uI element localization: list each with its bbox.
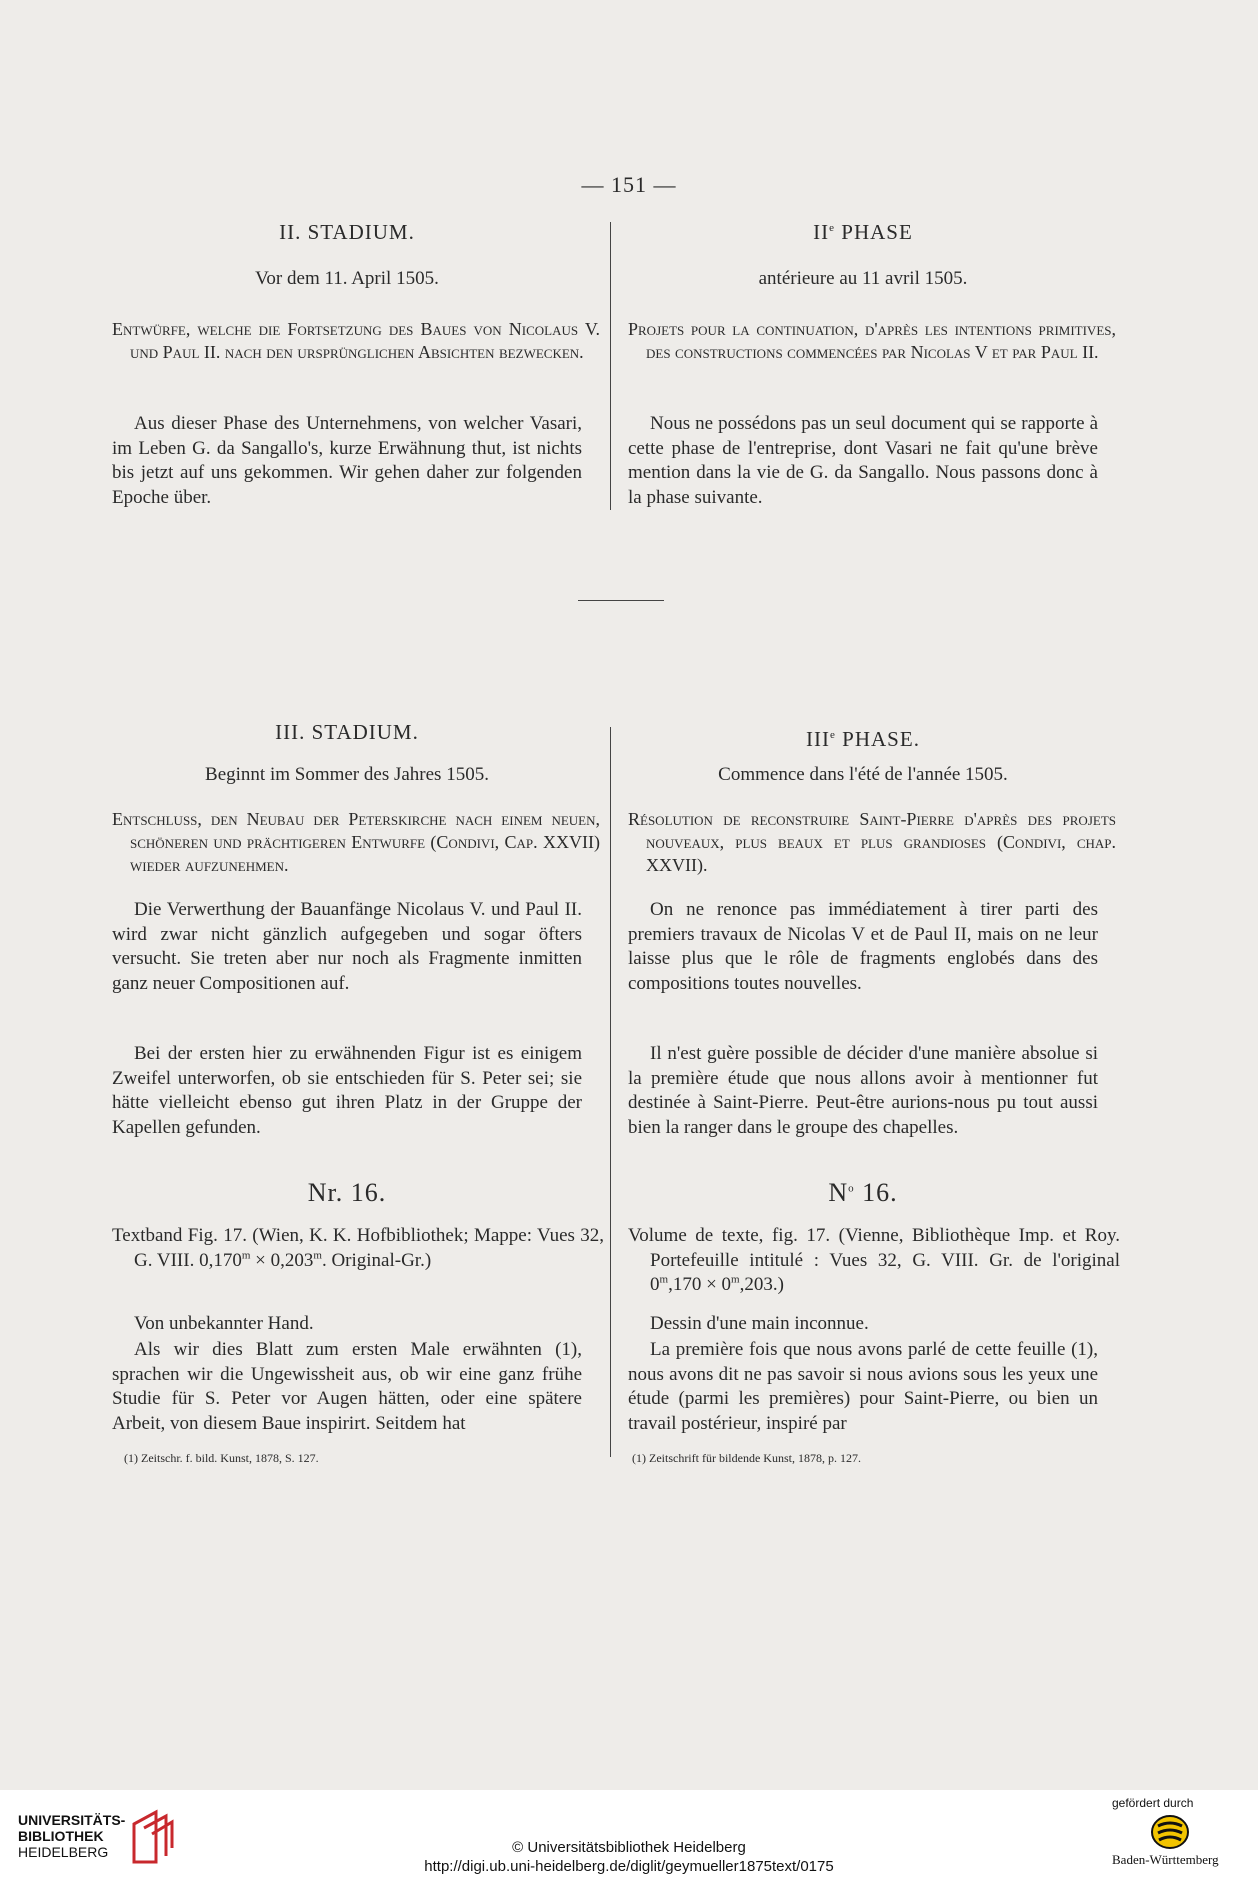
copyright-block (0, 1838, 1258, 1876)
stadium3-de-text1: Die Verwerthung der Bauanfänge Nicolaus V. und Paul II. wird zwar nicht gänzlich aufgegeben und sogar öfters versucht. Sie treten aber nur noch als Fragmente inmitten ganz neuer Compositionen auf. (112, 899, 582, 994)
stadium2-de-title: II. STADIUM. (279, 220, 415, 244)
nr16-de-text: Als wir dies Blatt zum ersten Male erwähnten (1), sprachen wir die Ungewissheit aus, ob wir eine ganz frühe Studie für S. Peter vor Augen hätten, oder eine spätere Arbeit, von diesem Baue inspirirt. Seitdem hat (112, 1339, 582, 1434)
stadium2-fr-text: Nous ne possédons pas un seul document qui se rapporte à cette phase de l'entreprise, dont Vasari ne fait qu'une brève mention dans la vie de G. da Sangallo. Nous passons donc à la phase suivante. (628, 413, 1098, 508)
stadium2-de-summary: Entwürfe, welche die Fortsetzung des Baues von Nicolaus V. und Paul II. nach den ursprünglichen Absichten bezwecken. (112, 319, 600, 362)
nr16-fr-footnote: (1) Zeitschrift für bildende Kunst, 1878, p. 127. (632, 1451, 861, 1465)
stadium3-fr-summary: Résolution de reconstruire Saint-Pierre d'après des projets nouveaux, plus beaux et plus grandioses (Condivi, chap. XXVII). (628, 809, 1116, 875)
sponsor-name: Baden-Württemberg (1112, 1852, 1219, 1867)
stadium3-fr-text1: On ne renonce pas immédiatement à tirer parti des premiers travaux de Nicolas V et de Paul II, mais on ne leur laisse plus que le rôle de fragments englobés dans des compositions toutes nouvelles. (628, 899, 1098, 994)
nr16-fr-title: $N^o$ 16. (828, 1178, 898, 1207)
section-divider (578, 600, 664, 601)
stadium3-de-summary: Entschluss, den Neubau der Peterskirche nach einem neuen, schöneren und prächtigeren Entwurfe (Condivi, Cap. XXVII) wieder aufzunehmen. (112, 809, 600, 875)
nr16-de-title: Nr. 16. (307, 1178, 387, 1207)
column-divider-top (610, 222, 611, 510)
stadium2-fr-summary: Projets pour la continuation, d'après les intentions primitives, des constructions commencées par Nicolas V et par Paul II. (628, 319, 1116, 362)
library-name-line3: HEIDELBERG (18, 1844, 109, 1860)
library-name-line2: BIBLIOTHEK (18, 1828, 104, 1844)
source-url-link[interactable]: http://digi.ub.uni-heidelberg.de/diglit/geymueller1875text/0175 (424, 1858, 834, 1875)
stadium3-de-title: III. STADIUM. (275, 720, 419, 744)
nr16-fr-text: La première fois que nous avons parlé de cette feuille (1), nous avons dit ne pas savoir si nous avions sous les yeux une étude (parmi les premières) pour Saint-Pierre, ou bien un travail postérieur, inspiré par (628, 1339, 1098, 1434)
nr16-de-footnote: (1) Zeitschr. f. bild. Kunst, 1878, S. 127. (124, 1451, 319, 1465)
page-number: — 151 — (581, 172, 677, 197)
stadium3-fr-date: Commence dans l'été de l'année 1505. (718, 764, 1008, 785)
copyright-text: © Universitätsbibliothek Heidelberg (512, 1839, 746, 1856)
nr16-fr-reference: Volume de texte, fig. 17. (Vienne, Bibliothèque Imp. et Roy. Portefeuille intitulé : Vues 32, G. VIII. Gr. de l'original $0^m,170 \times 0^m,203$.) (628, 1225, 1120, 1295)
stadium3-de-text2: Bei der ersten hier zu erwähnenden Figur ist es einigem Zweifel unterworfen, ob sie entschieden für S. Peter sei; sie hätte vielleicht ebenso gut ihren Platz in der Gruppe der Kapellen gefunden. (112, 1043, 582, 1138)
stadium2-fr-date: antérieure au 11 avril 1505. (758, 268, 968, 289)
baden-wuerttemberg-coat-of-arms-icon[interactable] (1150, 1814, 1190, 1850)
stadium3-de-date: Beginnt im Sommer des Jahres 1505. (205, 764, 489, 785)
stadium3-fr-title: IIIe PHASE. (806, 727, 920, 751)
nr16-de-reference: Textband Fig. 17. (Wien, K. K. Hofbibliothek; Mappe: Vues 32, G. VIII. $0,170^m \times 0,203^m$. Original-Gr.) (112, 1225, 604, 1271)
stadium2-de-date: Vor dem 11. April 1505. (255, 268, 439, 289)
funded-by-label: gefördert durch (1112, 1796, 1194, 1810)
library-name-line1: UNIVERSITÄTS- (18, 1812, 126, 1828)
column-divider-bottom (610, 727, 611, 1457)
stadium2-fr-title: IIe PHASE (813, 220, 913, 244)
footer (0, 1790, 1258, 1878)
stadium2-de-text: Aus dieser Phase des Unternehmens, von welcher Vasari, im Leben G. da Sangallo's, kurze Erwähnung thut, ist nichts bis jetzt auf uns gekommen. Wir gehen daher zur folgenden Epoche über. (112, 413, 582, 508)
stadium3-fr-text2: Il n'est guère possible de décider d'une manière absolue si la première étude que nous allons avoir à mentionner fut destinée à Saint-Pierre. Peut-être aurions-nous pu tout aussi bien la ranger dans le groupe des chapelles. (628, 1043, 1098, 1138)
nr16-fr-hand: Dessin d'une main inconnue. (650, 1313, 869, 1334)
nr16-de-hand: Von unbekannter Hand. (134, 1313, 314, 1334)
